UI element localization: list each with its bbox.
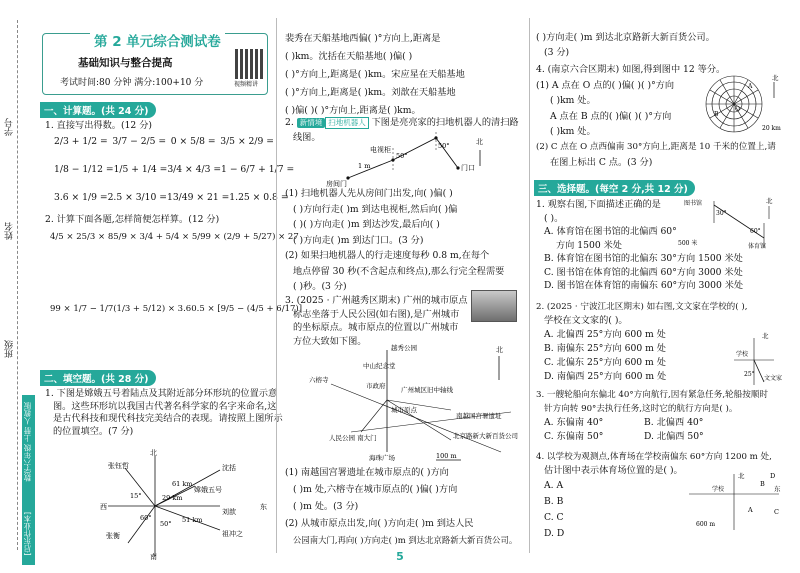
fig2-angle: 25°	[744, 371, 755, 378]
radar-b: B	[714, 111, 719, 118]
new-context-tag: 新情境	[297, 118, 326, 128]
option[interactable]: B. 南偏东 25°方向 600 m 处	[544, 343, 666, 354]
binding-strip	[0, 0, 38, 573]
part3-heading	[534, 180, 695, 196]
map1-angle: 50°	[160, 520, 172, 528]
text-line: ( )m 处,六榕寺在城市原点的( )偏( )方向	[293, 484, 458, 495]
text-line: (1) 南越国宫署遗址在城市原点的( )方向	[285, 467, 449, 478]
fig4-scale: 600 m	[696, 521, 716, 528]
text-line: (3 分)	[544, 47, 570, 58]
text-line: 图。这些环形坑以我国古代著名科学家的名字来命名,这	[53, 400, 277, 412]
class-label: 班级	[5, 340, 15, 358]
fig2-north: 北	[762, 332, 769, 340]
page-number: 5	[396, 550, 404, 563]
fig1-north: 北	[766, 197, 773, 205]
text-line: ( )°方向上,距离是( )km。刘歆在天船基地	[285, 87, 456, 98]
option[interactable]: 方向 1500 米处	[556, 239, 622, 251]
map1-angle: 60°	[140, 514, 152, 522]
text-line: ( )方向行走( )m 到达电视柜,然后向( )偏	[293, 203, 458, 215]
column-divider	[276, 18, 277, 553]
text-line: ( )。	[544, 212, 564, 224]
fig4-d: D	[770, 472, 776, 480]
q1-item: 2/3 + 1/2 =	[54, 136, 108, 147]
radar-north: 北	[772, 74, 779, 82]
crater-map	[100, 448, 270, 560]
option[interactable]: A. 北偏西 25°方向 600 m 处	[544, 329, 666, 340]
option[interactable]: D. D	[544, 528, 565, 539]
q3-subquestions	[285, 464, 517, 549]
text-line: 的位置填空。(7 分)	[53, 425, 134, 437]
text-line: A 点在 B 点的( )偏( )( )°方向	[550, 110, 672, 122]
q1-item: 2.5 × 3/10 =	[107, 192, 167, 203]
map3-label: 六榕寺	[309, 376, 329, 384]
city-origin-photo	[471, 290, 517, 322]
fig4-north: 北	[738, 472, 745, 480]
qr-label: 视频精讲	[234, 81, 259, 88]
name-label: 姓名	[5, 222, 15, 240]
fig1-gym: 体育馆	[748, 243, 767, 250]
qr-code	[235, 49, 265, 79]
option[interactable]: B. 北偏西 40°	[644, 417, 704, 428]
option[interactable]: C. C	[544, 512, 564, 523]
map1-label: 张钰哲	[108, 462, 129, 470]
student-no-label: 学号	[5, 118, 15, 136]
text-line: (1) 扫地机器人先从房间门出发,向( )偏( )	[285, 188, 453, 199]
door-label: 门口	[461, 164, 475, 172]
q1-row-2	[54, 164, 295, 177]
map1-label: 张衡	[106, 532, 120, 540]
text-line: ( )( )方向走( )m 到达沙发,最后向( )	[293, 219, 440, 230]
part1-heading	[40, 102, 156, 118]
binding-band-text-1: [启东作业本]	[23, 512, 32, 556]
text-line: 估计图中表示体育场位置的是( )。	[544, 465, 683, 476]
school-home-map	[714, 330, 786, 388]
map1-north: 北	[150, 449, 157, 457]
page-title: 第 2 单元综合测试卷	[90, 30, 225, 50]
part2-q1	[45, 388, 283, 438]
map3-label: 市政府	[366, 382, 386, 390]
text-line: 公园南大门,再向( )方向走( )m 到达北京路新大新百货公司。	[293, 535, 518, 545]
fig1-scale: 500 米	[678, 240, 698, 247]
text-line: 方位大致如下图。	[293, 335, 367, 347]
part1-q1: 1. 直接写出得数。(12 分)	[45, 120, 152, 131]
fig1-angle: 30°	[716, 210, 727, 217]
map1-label: 嫦娥五号	[194, 486, 222, 494]
library-gym-map	[674, 193, 786, 251]
q1-item: 1/5 + 1/4 =	[113, 164, 168, 175]
q1-item: 0 × 5/8 =	[170, 136, 216, 147]
text-line: 的坐标原点。城市原点的位置以广州城市	[293, 322, 459, 333]
fig2-school: 学校	[736, 351, 749, 358]
text-line: 1. 观察右图,下面描述正确的是	[536, 199, 661, 210]
text-line: 4. 以学校为观测点,体育场在学校南偏东 60°方向 1200 m 处,	[536, 452, 772, 462]
map1-label: 沈括	[222, 464, 236, 472]
text-line: ( )km 处。	[550, 95, 596, 106]
text-line: (2) 如果扫地机器人的行走速度每秒 0.8 m,在每个	[285, 250, 490, 261]
part1-title: 一、计算题。(共 24 分)	[40, 102, 156, 118]
q1-continuation	[285, 30, 465, 120]
text-line: 2. (2025 · 宁波江北区期末) 如右图,文文家在学校的( ),	[536, 302, 748, 312]
q2-number: 2.	[285, 117, 294, 128]
text-line: 在图上标出 C 点。(3 分)	[550, 157, 653, 168]
radar-a: A	[748, 83, 753, 90]
text-line: ( )秒。(3 分)	[293, 281, 347, 292]
page-subtitle: 基础知识与整合提高	[78, 57, 173, 69]
q2-item: 9 × (2/9 + 5/27) × 27	[205, 232, 299, 242]
column-divider	[529, 18, 530, 553]
q2-subquestions	[285, 186, 504, 295]
q1-item: 3/4 × 4/3 =	[167, 164, 222, 175]
fig4-school: 学校	[712, 486, 725, 493]
part2-heading	[40, 370, 156, 386]
map3-label: 南越国宫署遗址	[456, 412, 502, 420]
text-line: 1. 下图是嫦娥五号着陆点及其附近部分环形坑的位置示意	[45, 388, 278, 399]
fig2-home: 文文家	[764, 375, 783, 382]
option-row	[536, 430, 746, 444]
option[interactable]: D. 南偏西 25°方向 600 m 处	[544, 371, 667, 382]
text-line: ( )km。沈括在天船基地( )偏( )	[285, 51, 413, 62]
map3-label: 海珠广场	[369, 454, 395, 462]
q2-row-2	[50, 304, 303, 316]
robot-route-map	[318, 130, 498, 188]
option[interactable]: C. 东偏南 50°	[544, 431, 604, 442]
text-line: ( )方向走( )m 到达北京路新大新百货公司。	[536, 32, 715, 43]
radar-o: O	[735, 106, 740, 113]
map1-label: 祖冲之	[222, 530, 243, 538]
option[interactable]: B. B	[544, 496, 564, 507]
fig1-lib: 图书馆	[684, 200, 703, 207]
radar-chart	[702, 72, 786, 134]
q2-item: 0.5 × [9/5 − (4/5 + 6/17)]	[191, 304, 303, 314]
option[interactable]: A. 体育馆在图书馆的北偏西 60°	[544, 226, 677, 237]
map3-label: 城市原点	[391, 406, 417, 414]
map3-scale: 100 m	[436, 452, 457, 460]
text-line: (2) C 点在 O 点西偏南 30°方向上,距离是 10 千米的位置上,请	[536, 141, 776, 152]
tv-label: 电视柜	[370, 146, 391, 154]
text-line: (2) 从城市原点出发,向( )方向走( )m 到达人民	[285, 518, 474, 529]
binding-band-text-2: 数学六年级 上册 人教版	[23, 402, 32, 482]
text-line: ( )km 处。	[550, 126, 596, 137]
text-line: ( )m 处。(3 分)	[293, 501, 359, 512]
fig4-east: 东	[774, 485, 781, 493]
map1-label: 刘歆	[222, 508, 236, 516]
room-door-label: 房间门	[326, 180, 347, 188]
north-label: 北	[476, 138, 483, 146]
q1-item: 1 − 6/7 + 1/7 =	[221, 164, 295, 175]
q2-item: 5/9 × 3/4 + 5/4 × 5/9	[113, 232, 206, 242]
map1-east: 东	[260, 503, 267, 511]
map3-north: 北	[496, 346, 503, 354]
option[interactable]: C. 图书馆在体育馆的北偏西 60°方向 3000 米处	[544, 266, 743, 278]
q1-item: 13/49 × 21 =	[166, 192, 230, 203]
radar-scale: 20 km	[762, 125, 781, 132]
text-line: 标志坐落于人民公园(如右图),是广州城市	[293, 308, 460, 320]
map1-label: 51 km	[182, 516, 203, 524]
text-line: 地点停留 30 秒(不含起点和终点),那么行完全程需要	[293, 265, 505, 277]
fig4-b: B	[760, 480, 765, 488]
text-line: ( )偏( )( )°方向上,距离是( )km。	[285, 105, 421, 116]
map3-label: 广州城区旧中轴线	[401, 386, 453, 394]
map1-south: 南	[150, 553, 157, 560]
q1-row-3	[54, 192, 289, 205]
part3-title: 三、选择题。(每空 2 分,共 12 分)	[534, 180, 695, 196]
q1-row-1	[54, 136, 274, 149]
option[interactable]: D. 北偏西 50°	[644, 431, 704, 442]
text-line: 3. 一艘轮船向东偏北 40°方向航行,因有紧急任务,轮船按顺时	[536, 390, 769, 400]
map3-label: 中山纪念堂	[363, 362, 396, 370]
q2-item: 4/5 × 25/3 × 8	[50, 232, 114, 242]
map1-angle: 15°	[130, 492, 142, 500]
map3-label: 人民公园 南大门	[329, 434, 377, 442]
q3-continuation	[536, 30, 715, 60]
guangzhou-map	[291, 340, 523, 462]
text-line: 学校在文文家的( )。	[544, 315, 628, 326]
fig4-a: A	[748, 506, 753, 514]
text-line: 4. (南京六合区期末) 如图,得到图中 12 等分。	[536, 64, 726, 75]
text-line: 线图。	[293, 132, 321, 143]
part1-q2: 2. 计算下面各题,怎样简便怎样算。(12 分)	[45, 214, 220, 225]
part2-title: 二、填空题。(共 28 分)	[40, 370, 156, 386]
text-line: 下图是亮亮家的扫地机器人的清扫路	[371, 117, 519, 128]
q2-item: (1/3 + 5/12) × 3.6	[113, 304, 192, 314]
text-line: 3. (2025 · 广州越秀区期末) 广州的城市原点	[285, 295, 468, 306]
option[interactable]: D. 图书馆在体育馆的南偏东 60°方向 3000 米处	[544, 280, 744, 291]
exam-info: 考试时间:80 分钟 满分:100+10 分	[60, 78, 204, 88]
text-line: 是古代科技和现代科技完美结合的表现。请按照上图所示	[53, 413, 283, 425]
map3-label: 越秀公园	[391, 344, 417, 352]
topic-tag: 扫地机器人	[325, 117, 369, 129]
option[interactable]: A. 东偏南 40°	[544, 417, 604, 428]
text-line: ( )方向走( )m 到达门口。(3 分)	[293, 234, 424, 246]
map1-label: 29 km	[162, 494, 183, 502]
map3-label: 北京路新大新百货公司	[453, 432, 518, 440]
option[interactable]: C. 北偏东 25°方向 600 m 处	[544, 357, 666, 368]
text-line: (1) A 点在 O 点的( )偏( )( )°方向	[536, 79, 675, 91]
q2-stem	[285, 117, 519, 130]
q1-item: 3/7 − 2/5 =	[112, 136, 167, 147]
stadium-map	[674, 470, 786, 536]
q1-item: 3/5 × 2/9 =	[220, 136, 274, 147]
map1-west: 西	[100, 503, 107, 511]
option[interactable]: A. A	[544, 480, 564, 491]
map1-label: 61 km	[172, 480, 193, 488]
fig1-angle: 60°	[750, 228, 761, 235]
text-line: ( )°方向上,距离是( )km。宋应星在天船基地	[285, 69, 465, 80]
fig4-c: C	[774, 508, 779, 516]
mc-3	[536, 388, 768, 444]
angle-label: 50°	[438, 142, 450, 150]
q1-item: 1.25 × 0.8 =	[229, 192, 289, 203]
q2-row-1	[50, 232, 299, 244]
q1-item: 3.6 × 1/9 =	[54, 192, 108, 203]
text-line: 裴秀在天船基地西偏( )°方向上,距离是	[285, 33, 441, 44]
text-line: 针方向转 90°去执行任务,这时它的航行方向是( )。	[544, 404, 738, 414]
scale-label: 1 m	[358, 162, 371, 170]
option[interactable]: B. 体育馆在图书馆的北偏东 30°方向 1500 米处	[544, 253, 743, 264]
angle-label: 50°	[396, 152, 408, 160]
option-row	[536, 416, 746, 430]
q2-item: 99 × 1/7 − 1/7	[50, 304, 114, 314]
q1-item: 1/8 − 1/12 =	[54, 164, 114, 175]
